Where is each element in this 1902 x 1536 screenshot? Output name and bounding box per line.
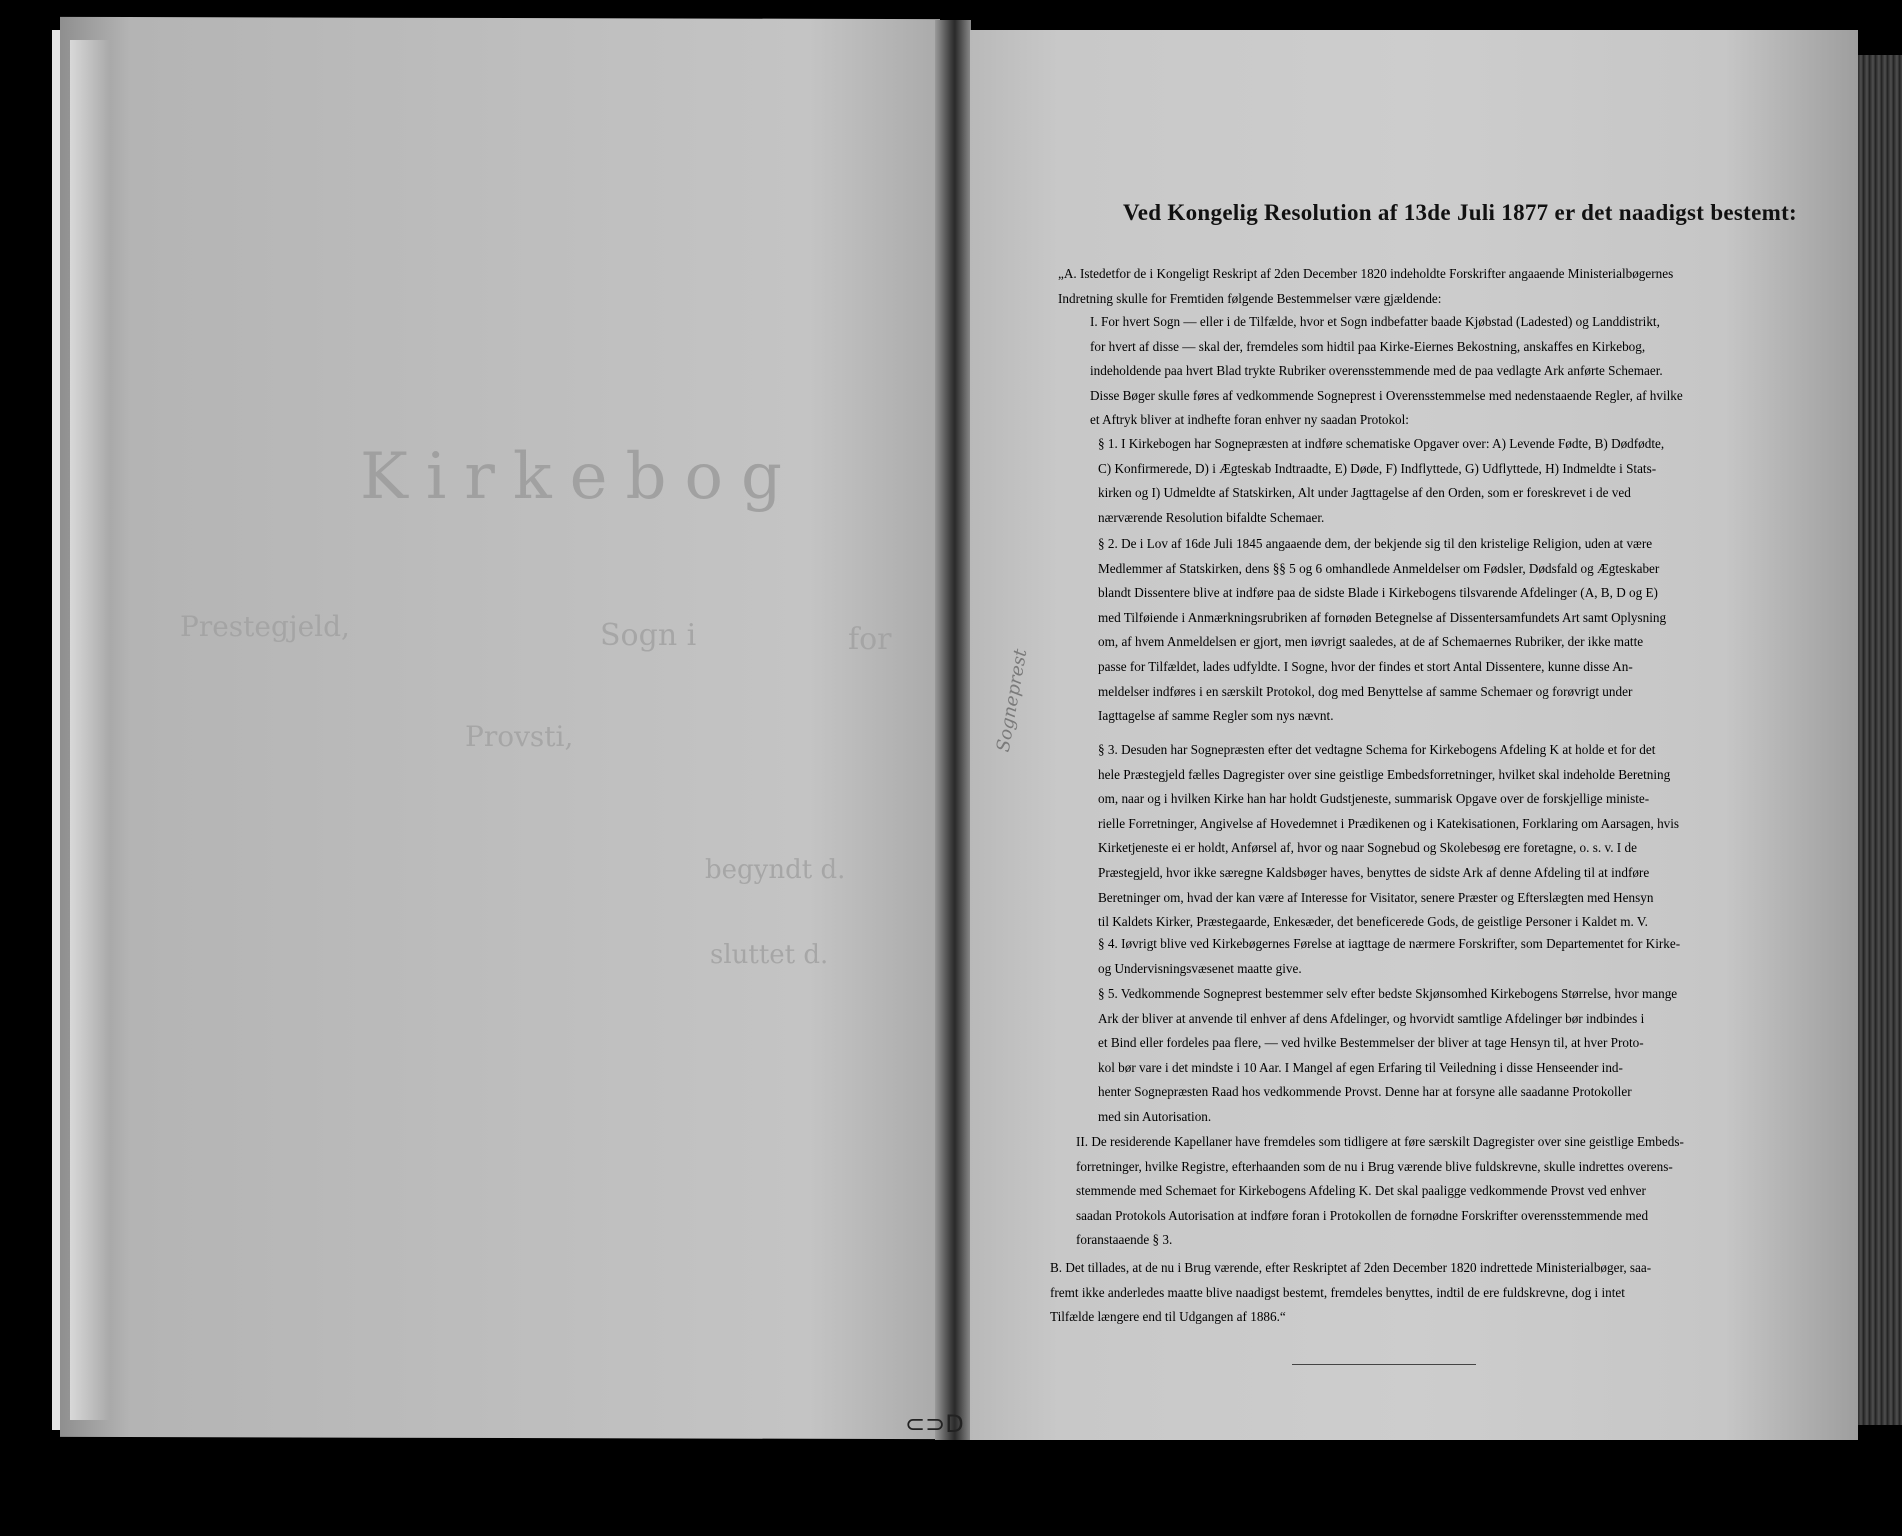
text-line: hele Præstegjeld fælles Dagregister over sine geistlige Embedsforretninger, hvilket skal indeholde Beretning [1098,766,1671,782]
text-line: med sin Autorisation. [1098,1108,1212,1124]
text-line: saadan Protokols Autorisation at indføre foran i Protokollen de fornødne Forskrifter overensstemmende med [1076,1207,1649,1223]
text-line: blandt Dissentere blive at indføre paa de sidste Blade i Kirkebogens tilsvarende Afdelinger (A, B, D og E) [1098,585,1658,601]
text-line: passe for Tilfældet, lades udfyldte. I Sogne, hvor der findes et stort Antal Dissentere, kunne disse An- [1098,658,1633,674]
text-line: § 4. Iøvrigt blive ved Kirkebøgernes Førelse at iagttage de nærmere Forskrifter, som Departementet for Kirke- [1098,936,1681,951]
paragraph-section-2 [1098,532,1762,729]
text-line: indeholdende paa hvert Blad trykte Rubriker overensstemmende med de paa vedlagte Ark anførte Schemaer. [1090,363,1663,379]
text-line: for hvert af disse — skal der, fremdeles som hidtil paa Kirke-Eiernes Bekostning, anskaffes en Kirkebog, [1090,338,1646,354]
text-line: C) Konfirmerede, D) i Ægteskab Indtraadte, E) Døde, F) Indflyttede, G) Udflyttede, H) Indmeldte i Stats- [1098,460,1657,476]
resolution-document [1040,200,1800,226]
text-line: kol bør vare i det mindste i 10 Aar. I Mangel af egen Erfaring til Veiledning i disse Henseender ind- [1098,1059,1623,1075]
paragraph-section-1 [1098,432,1762,530]
text-line: stemmende med Schemaet for Kirkebogens Afdeling K. Det skal paaligge vedkommende Provst ved enhver [1076,1183,1646,1199]
text-line: Disse Bøger skulle føres af vedkommende Sogneprest i Overensstemmelse med nedenstaaende Regler, af hvilke [1090,387,1683,403]
text-line: og Undervisningsvæsenet maatte give. [1098,960,1302,976]
text-line: fremt ikke anderledes maatte blive naadigst bestemt, fremdeles benyttes, indtil de ere fuldskrevne, dog i intet [1050,1284,1625,1300]
text-line: til Kaldets Kirker, Præstegaarde, Enkesæder, det beneficerede Gods, de geistlige Personer i Kaldet m. V. [1098,914,1648,930]
faint-begyndt: begyndt d. [705,855,846,885]
text-line: Beretninger om, hvad der kan være af Interesse for Visitator, senere Præster og Efterslægten med Hensyn [1098,889,1654,905]
faint-provsti: Provsti, [465,720,574,753]
paragraph-a [1058,262,1748,311]
binding-clip-mark: ⊂⊃D [905,1410,964,1438]
text-line: § 2. De i Lov af 16de Juli 1845 angaaende dem, der bekjende sig til den kristelige Religion, uden at være [1098,536,1653,551]
faint-prestegjeld: Prestegjeld, [180,610,350,643]
paragraph-section-5 [1098,982,1762,1130]
paragraph-ii [1076,1130,1766,1253]
text-line: et Bind eller fordeles paa flere, — ved hvilke Bestemmelser der bliver at tage Hensyn til, at hver Proto- [1098,1035,1644,1051]
text-line: Medlemmer af Statskirken, dens §§ 5 og 6 omhandlede Anmeldelser om Fødsler, Dødsfald og Ægteskaber [1098,560,1660,576]
text-line: Tilfælde længere end til Udgangen af 1886.“ [1050,1309,1286,1325]
paragraph-i [1090,310,1760,433]
text-line: I. For hvert Sogn — eller i de Tilfælde, hvor et Sogn indbefatter baade Kjøbstad (Ladested) og Landdistrikt, [1090,314,1660,329]
text-line: B. Det tillades, at de nu i Brug værende, efter Reskriptet af 2den December 1820 indrettede Ministerialbøger, saa- [1050,1260,1652,1275]
paragraph-section-4 [1098,932,1762,981]
text-line: § 5. Vedkommende Sogneprest bestemmer selv efter bedste Skjønsomhed Kirkebogens Størrelse, hvor mange [1098,986,1678,1001]
faint-for: for [848,622,892,657]
faint-sogn: Sogn i [600,618,697,653]
text-line: meldelser indføres i en særskilt Protokol, dog med Benyttelse af samme Schemaer og forøvrigt under [1098,683,1633,699]
text-line: II. De residerende Kapellaner have fremdeles som tidligere at føre særskilt Dagregister over sine geistlige Embeds- [1076,1134,1684,1149]
text-line: med Tilføiende i Anmærkningsrubriken af fornøden Betegnelse af Dissentersamfundets Art samt Oplysning [1098,609,1667,625]
text-line: Ark der bliver at anvende til enhver af dens Afdelinger, og hvorvidt samtlige Afdelinger bør indbindes i [1098,1010,1645,1026]
text-line: Iagttagelse af samme Regler som nys nævnt. [1098,708,1334,724]
document-title: Ved Kongelig Resolution af 13de Juli 1877 er det naadigst bestemt: [1122,200,1798,225]
text-line: § 1. I Kirkebogen har Sognepræsten at indføre schematiske Opgaver over: A) Levende Fødte, B) Dødfødte, [1098,436,1665,451]
faint-sluttet: sluttet d. [710,940,829,970]
text-line: kirken og I) Udmeldte af Statskirken, Alt under Jagttagelse af den Orden, som er foreskrevet i de ved [1098,485,1631,501]
closing-rule [1292,1364,1476,1365]
text-line: Indretning skulle for Fremtiden følgende Bestemmelser være gjældende: [1058,290,1442,306]
text-line: om, af hvem Anmeldelsen er gjort, men iøvrigt saaledes, at de af Schemaernes Rubriker, der ikke matte [1098,634,1644,650]
paragraph-section-3 [1098,738,1762,935]
text-line: rielle Forretninger, Angivelse af Hovedemnet i Prædikenen og i Katekisationen, Forklaring om Aarsagen, hvis [1098,815,1680,831]
right-page-stack-edge [1858,55,1902,1425]
faint-title-kirkebog: Kirkebog [360,440,800,514]
margin-handwritten-note: Sogneprest [992,647,1032,754]
text-line: foranstaaende § 3. [1076,1232,1173,1248]
text-line: om, naar og i hvilken Kirke han har holdt Gudstjeneste, summarisk Opgave over de forskjellige ministe- [1098,791,1650,807]
paragraph-b [1050,1256,1750,1330]
text-line: „A. Istedetfor de i Kongeligt Reskript af 2den December 1820 indeholdte Forskrifter angaaende Ministerialbøgernes [1058,266,1674,281]
text-line: henter Sognepræsten Raad hos vedkommende Provst. Denne har at forsyne alle saadanne Protokoller [1098,1084,1632,1100]
text-line: § 3. Desuden har Sognepræsten efter det vedtagne Schema for Kirkebogens Afdeling K at holde et for det [1098,742,1656,757]
left-page-shadow [70,40,110,1420]
text-line: et Aftryk bliver at indhefte foran enhver ny saadan Protokol: [1090,412,1409,428]
text-line: forretninger, hvilke Registre, efterhaanden som de nu i Brug værende blive fuldskrevne, skulle indrettes overens- [1076,1158,1673,1174]
text-line: nærværende Resolution bifaldte Schemaer. [1098,509,1325,525]
text-line: Kirketjeneste ei er holdt, Anførsel af, hvor og naar Sognebud og Skolebesøg ere foretagne, o. s. v. I de [1098,840,1637,856]
book-gutter [935,20,971,1440]
text-line: Præstegjeld, hvor ikke særegne Kaldsbøger haves, benyttes de sidste Ark af denne Afdeling til at indføre [1098,864,1650,880]
